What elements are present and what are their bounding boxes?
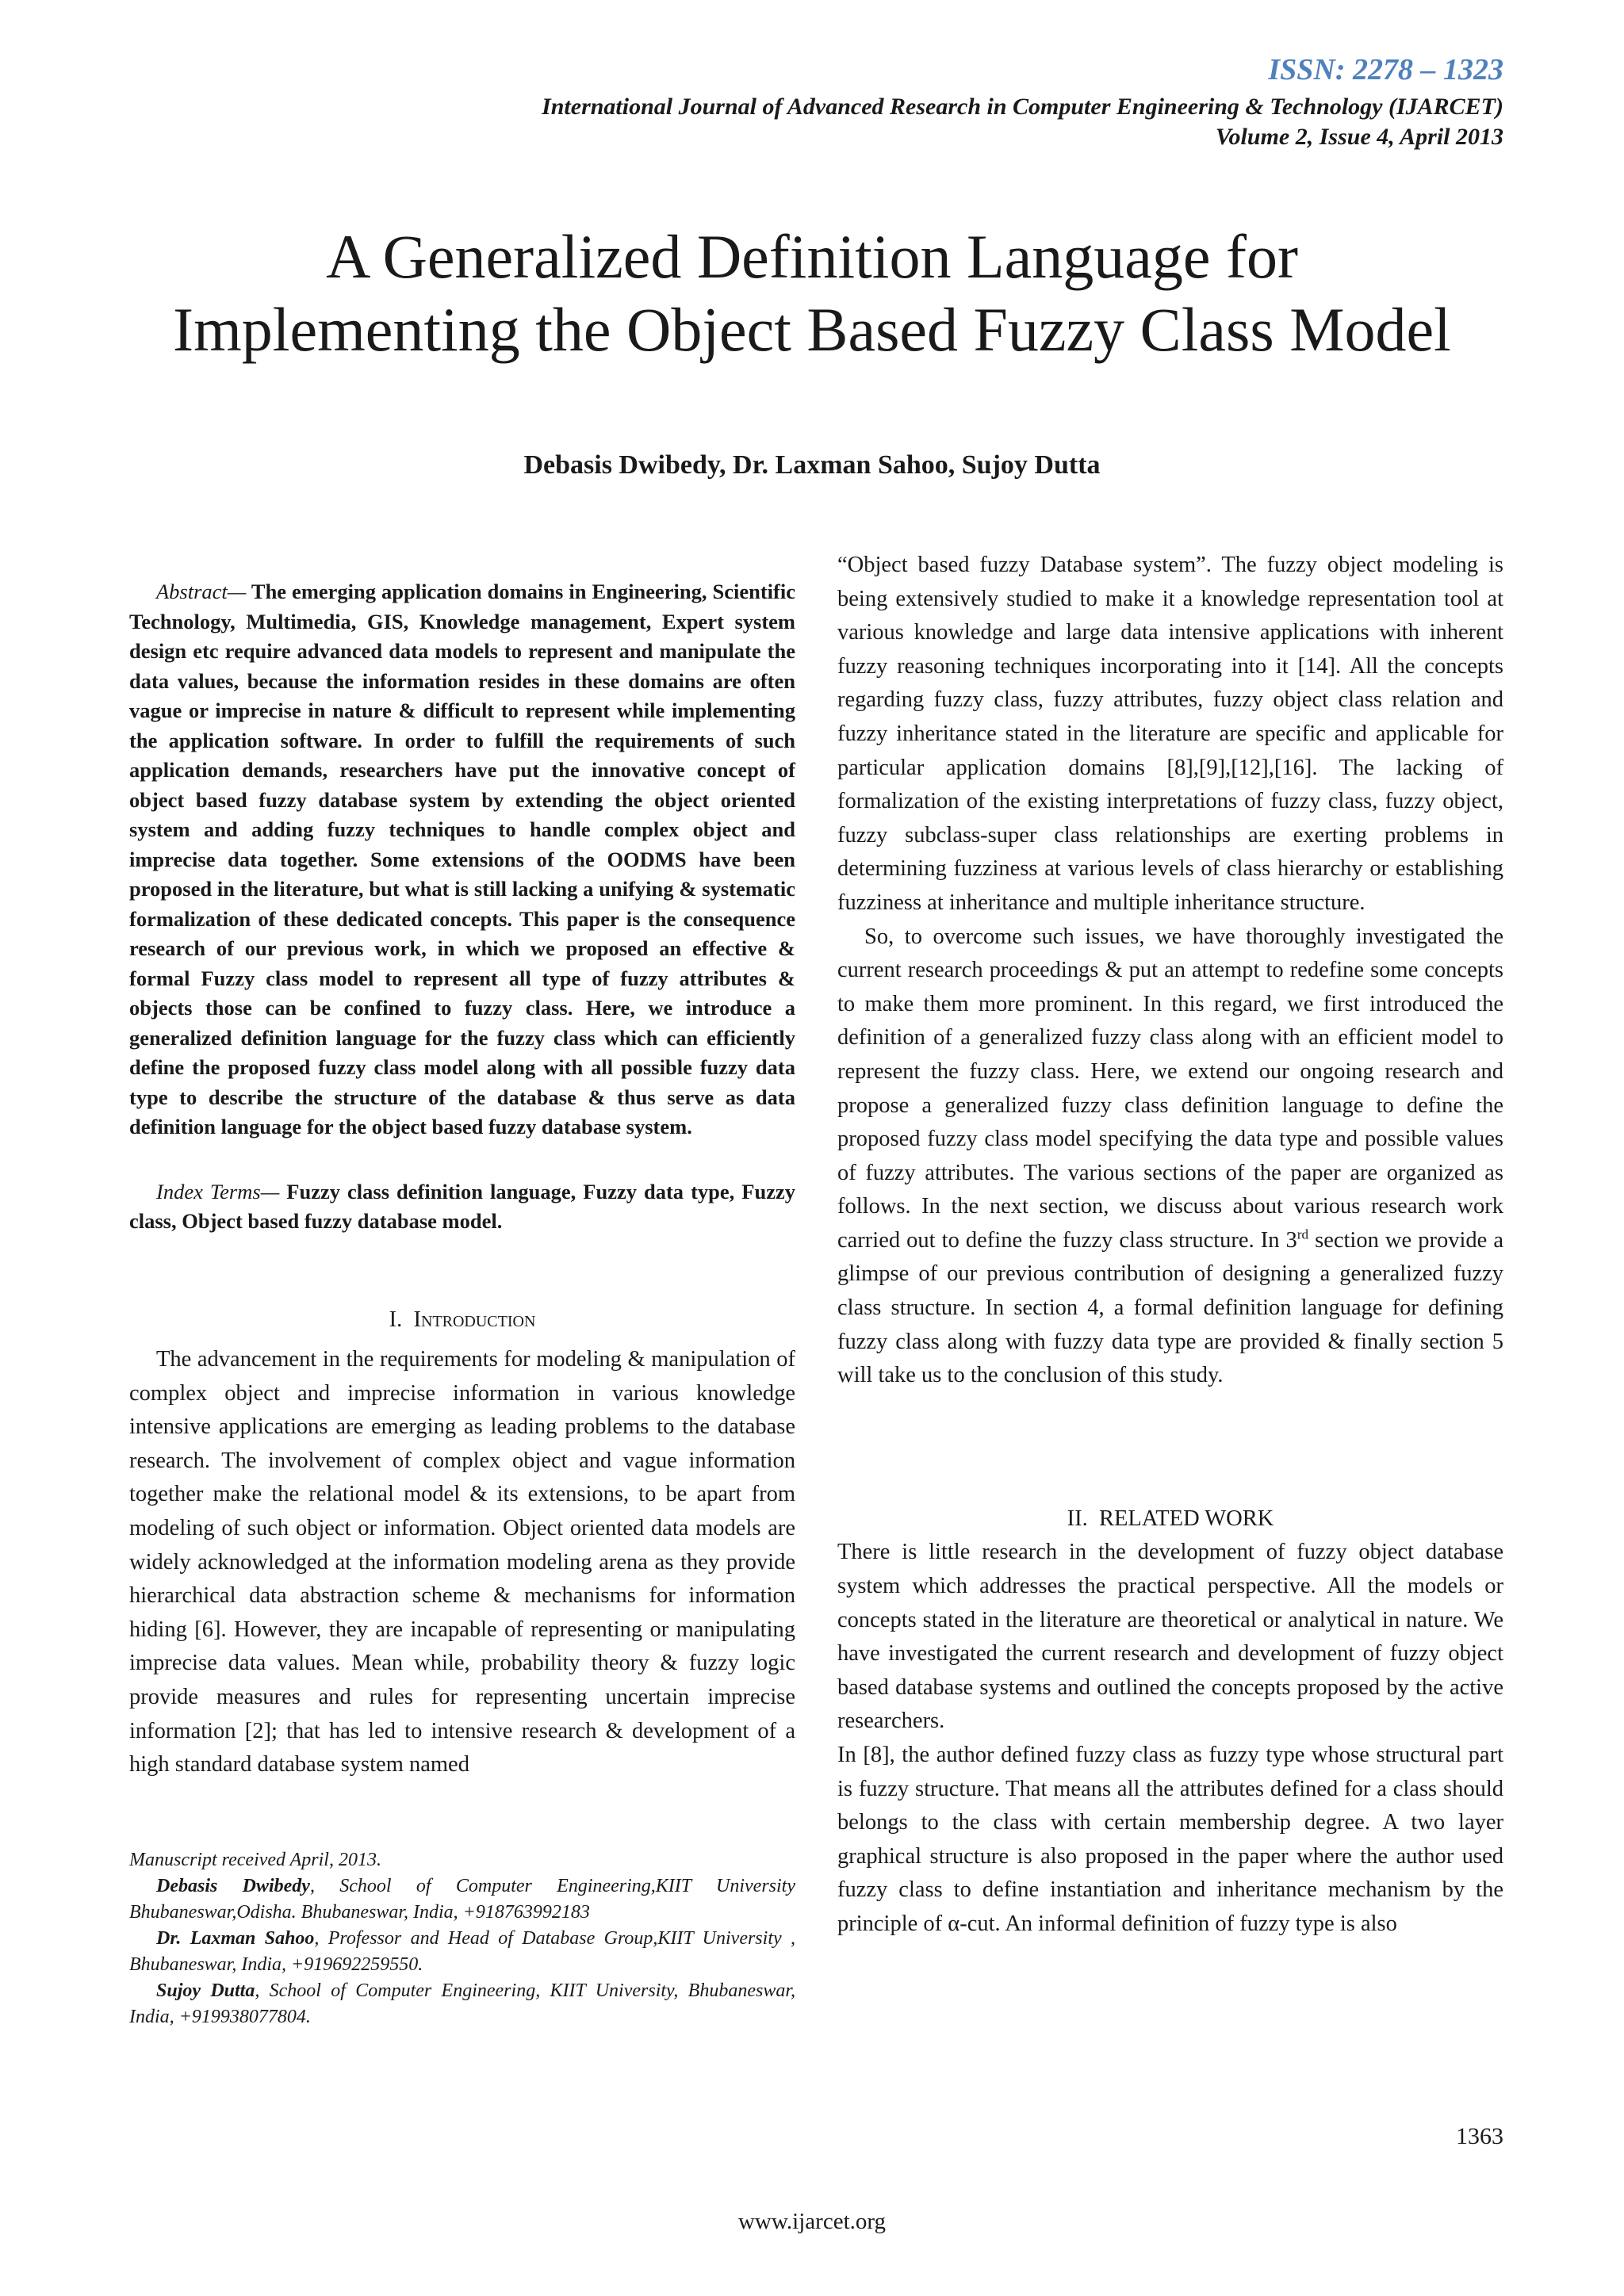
- index-terms: [129, 1177, 795, 1237]
- related-work-paragraph-2: In [8], the author defined fuzzy class as fuzzy type whose structural part is fuzzy structure. That means all the attributes defined for a class should belongs to the class with certain membership degree. A two layer graphical structure is also proposed in the paper where the author used fuzzy class to define instantiation and inheritance mechanism by the principle of α-cut. An informal definition of fuzzy type is also: [837, 1743, 1503, 1936]
- volume-issue-header: Volume 2, Issue 4, April 2013: [1215, 124, 1503, 150]
- section-numeral: II.: [1067, 1506, 1088, 1531]
- footnote-author-name: Dr. Laxman Sahoo: [156, 1927, 315, 1949]
- footnote-author-affiliation: , Professor and Head of Database Group,KIIT University , Bhubaneswar, India, +919692259550.: [129, 1927, 795, 1975]
- footnote-author-affiliation: , School of Computer Engineering,KIIT University Bhubaneswar,Odisha. Bhubaneswar, India, +918763992183: [129, 1875, 795, 1923]
- abstract-label: Abstract—: [156, 580, 247, 603]
- paper-title: A Generalized Definition Language for Implementing the Object Based Fuzzy Class Model: [173, 222, 1451, 364]
- section-title: Introduction: [413, 1307, 536, 1332]
- abstract: [129, 577, 795, 1142]
- footnote-author-affiliation: , School of Computer Engineering, KIIT University, Bhubaneswar, India, +919938077804.: [129, 1980, 795, 2027]
- left-column: [129, 577, 795, 2030]
- right-paragraph-1: “Object based fuzzy Database system”. The fuzzy object modeling is being extensively studied to make it a knowledge representation tool at various knowledge and large data intensive applications with inherent fuzzy reasoning techniques incorporating into it [14]. All the concepts regarding fuzzy class, fuzzy attributes, fuzzy object class relation and fuzzy inheritance stated in the literature are specific and applicable for particular application domains [8],[9],[12],[16]. The lacking of formalization of the existing interpretations of fuzzy class, fuzzy object, fuzzy subclass-super class relationships are exerting problems in determining fuzziness at various levels of class hierarchy or establishing fuzziness at inheritance and multiple inheritance structure.: [837, 553, 1503, 915]
- index-terms-label: Index Terms—: [156, 1179, 280, 1203]
- footnote-author-name: Sujoy Dutta: [156, 1980, 255, 2001]
- section-numeral: I.: [389, 1307, 403, 1332]
- related-work-paragraph-1: There is little research in the development of fuzzy object database system which addresses the practical perspective. All the models or concepts stated in the literature are theoretical or analytical in nature. We have investigated the current research and development of fuzzy object based database systems and outlined the concepts proposed by the active researchers.: [837, 1540, 1503, 1734]
- section-title: RELATED WORK: [1099, 1506, 1274, 1531]
- introduction-paragraph: The advancement in the requirements for modeling & manipulation of complex object and imprecise information in various knowledge intensive applications are emerging as leading problems to the database research. The involvement of complex object and vague information together make the relational model & its extensions, to be apart from modeling of such object or information. Object oriented data models are widely acknowledged at the information modeling arena as they provide hierarchical data abstraction scheme & mechanisms for information hiding [6]. However, they are incapable of representing or manipulating imprecise data values. Mean while, probability theory & fuzzy logic provide measures and rules for representing uncertain imprecise information [2]; that has led to intensive research & development of a high standard database system named: [129, 1347, 795, 1777]
- right-paragraph-2: [837, 920, 1503, 1393]
- index-terms-text: Fuzzy class definition language, Fuzzy data type, Fuzzy class, Object based fuzzy database model.: [129, 1179, 795, 1233]
- section-heading-introduction: [129, 1303, 795, 1337]
- footnote-author-3: [129, 1978, 795, 2030]
- issn-header: ISSN: 2278 – 1323: [1268, 53, 1503, 86]
- footnote-author-2: [129, 1926, 795, 1978]
- section-heading-related-work: [837, 1502, 1503, 1536]
- paragraph-text: So, to overcome such issues, we have thoroughly investigated the current research proceedings & put an attempt to redefine some concepts to make them more prominent. In this regard, we first introduced the definition of a generalized fuzzy class along with an efficient model to represent the fuzzy class. Here, we extend our ongoing research and propose a generalized fuzzy class definition language to define the proposed fuzzy class model specifying the data type and possible values of fuzzy attributes. The various sections of the paper are organized as follows. In the next section, we discuss about various research work carried out to define the fuzzy class structure. In 3: [837, 924, 1503, 1253]
- ordinal-superscript: rd: [1297, 1226, 1309, 1242]
- author-list: Debasis Dwibedy, Dr. Laxman Sahoo, Sujoy Dutta: [523, 450, 1101, 480]
- abstract-text: The emerging application domains in Engineering, Scientific Technology, Multimedia, GIS, Knowledge management, Expert system design etc require advanced data models to represent and manipulate the data values, because the information resides in these domains are often vague or imprecise in nature & difficult to represent while implementing the application software. In order to fulfill the requirements of such application demands, researchers have put the innovative concept of object based fuzzy database system by extending the object oriented system and adding fuzzy techniques to handle complex object and imprecise data together. Some extensions of the OODMS have been proposed in the literature, but what is still lacking a unifying & systematic formalization of these dedicated concepts. This paper is the consequence research of our previous work, in which we proposed an effective & formal Fuzzy class model to represent all type of fuzzy attributes & objects those can be confined to fuzzy class. Here, we introduce a generalized definition language for the fuzzy class which can efficiently define the proposed fuzzy class model along with all possible fuzzy data type to describe the structure of the database & thus serve as data definition language for the object based fuzzy database system.: [129, 580, 795, 1138]
- right-column: [837, 549, 1503, 1942]
- author-footnotes: [129, 1847, 795, 2030]
- manuscript-received: Manuscript received April, 2013.: [129, 1849, 381, 1870]
- page-number: 1363: [1456, 2123, 1503, 2149]
- paragraph-text: section we provide a glimpse of our previous contribution of designing a generalized fuzzy class structure. In section 4, a formal definition language for defining fuzzy class along with fuzzy data type are provided & finally section 5 will take us to the conclusion of this study.: [837, 1227, 1503, 1388]
- footnote-author-name: Debasis Dwibedy: [156, 1875, 310, 1896]
- footnote-author-1: [129, 1873, 795, 1926]
- footer-url: www.ijarcet.org: [737, 2209, 887, 2234]
- journal-name-header: International Journal of Advanced Research in Computer Engineering & Technology (IJARCET): [542, 94, 1503, 120]
